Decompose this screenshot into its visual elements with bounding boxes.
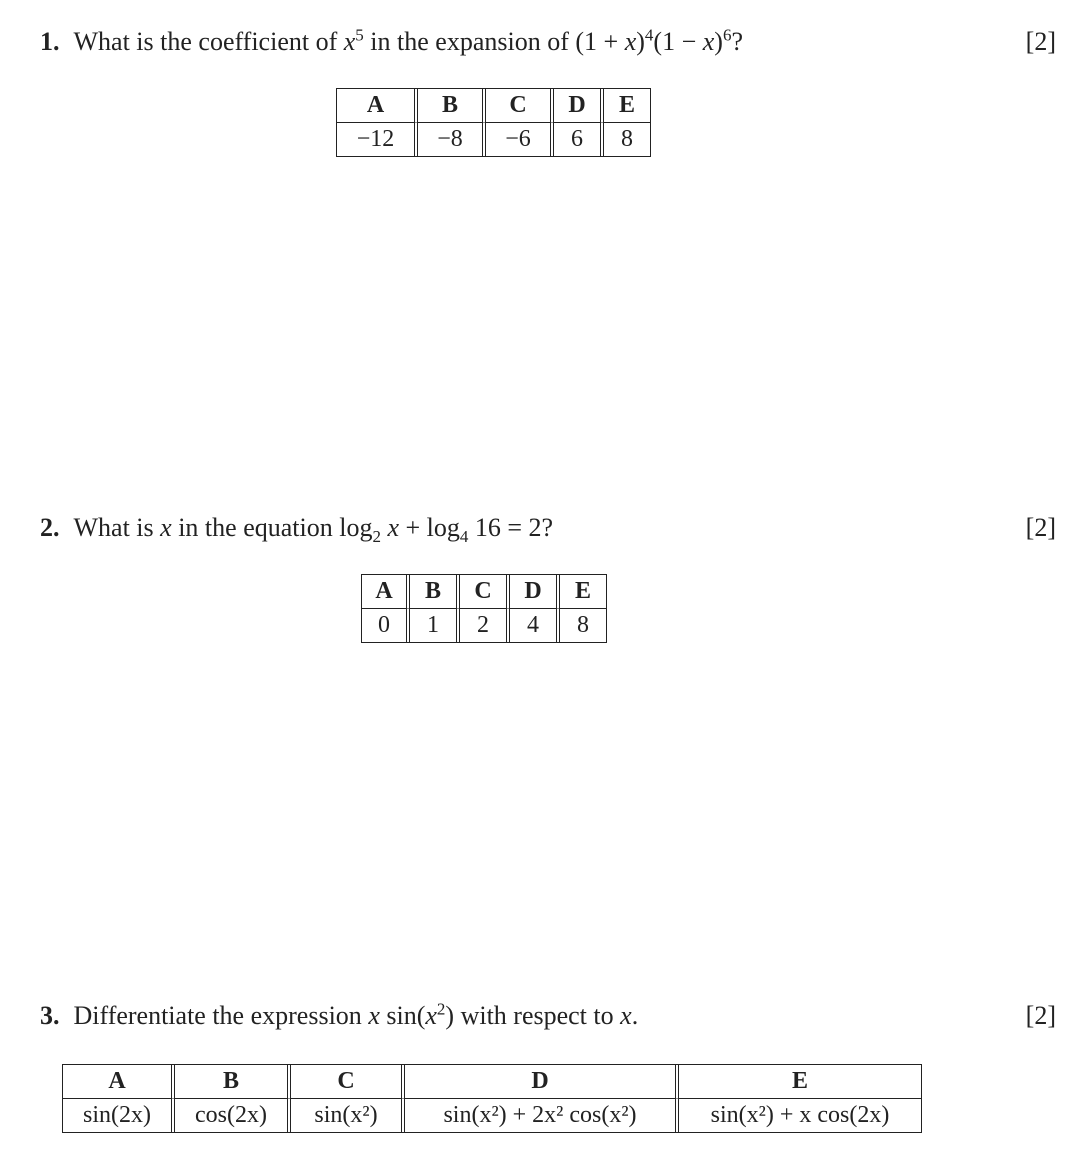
- option-label-d: D: [401, 1065, 675, 1099]
- option-label-b: B: [414, 89, 482, 123]
- question-number: 2.: [40, 513, 60, 542]
- option-values-row: [63, 1099, 921, 1132]
- answer-options-table: [62, 1064, 922, 1133]
- option-value-a: sin(2x): [83, 1102, 151, 1128]
- option-value-e: 8: [556, 609, 606, 642]
- option-value-c: sin(x²): [287, 1099, 401, 1132]
- question-1-prompt: [40, 25, 1056, 59]
- option-value-b: cos(2x): [171, 1099, 287, 1132]
- option-values-row: [362, 609, 606, 642]
- option-value-e: 8: [600, 123, 650, 156]
- option-label-c: C: [287, 1065, 401, 1099]
- marks-label: [2]: [1025, 1001, 1056, 1030]
- option-labels-row: [362, 575, 606, 609]
- option-value-d: 4: [506, 609, 556, 642]
- option-value-d: sin(x²) + 2x² cos(x²): [401, 1099, 675, 1132]
- option-value-b: 1: [406, 609, 456, 642]
- option-labels-row: [337, 89, 650, 123]
- question-text: What is x in the equation $\log_2 x + \log_4 16 = 2$?: [73, 513, 554, 547]
- option-label-e: E: [556, 575, 606, 609]
- option-value-a: 0: [378, 612, 390, 638]
- option-value-c: 2: [456, 609, 506, 642]
- option-value-d: 6: [550, 123, 600, 156]
- option-value-e: sin(x²) + x cos(2x): [675, 1099, 921, 1132]
- option-label-c: C: [482, 89, 550, 123]
- marks-label: [2]: [1025, 27, 1056, 56]
- option-value-c: −6: [482, 123, 550, 156]
- question-number: 3.: [40, 1001, 60, 1030]
- answer-options-table: [361, 574, 607, 643]
- question-text: Differentiate the expression x $\sin(x^2)$ with respect to x.: [73, 999, 639, 1030]
- option-label-d: D: [550, 89, 600, 123]
- option-label-a: A: [337, 89, 414, 123]
- option-label-d: D: [506, 575, 556, 609]
- option-values-row: [337, 123, 650, 156]
- option-label-b: B: [406, 575, 456, 609]
- option-labels-row: [63, 1065, 921, 1099]
- question-3-prompt: [40, 999, 1056, 1033]
- option-value-a: −12: [356, 126, 395, 152]
- answer-options-table: [336, 88, 651, 157]
- option-label-e: E: [600, 89, 650, 123]
- option-label-c: C: [456, 575, 506, 609]
- option-label-e: E: [675, 1065, 921, 1099]
- option-value-b: −8: [414, 123, 482, 156]
- option-label-a: A: [63, 1065, 171, 1099]
- option-label-b: B: [171, 1065, 287, 1099]
- question-number: 1.: [40, 27, 60, 56]
- question-2-prompt: [40, 511, 1056, 545]
- option-label-a: A: [362, 575, 406, 609]
- question-text: What is the coefficient of $x^5$ in the expansion of $(1 + x)^4(1 - x)^6$?: [73, 25, 743, 56]
- marks-label: [2]: [1025, 513, 1056, 542]
